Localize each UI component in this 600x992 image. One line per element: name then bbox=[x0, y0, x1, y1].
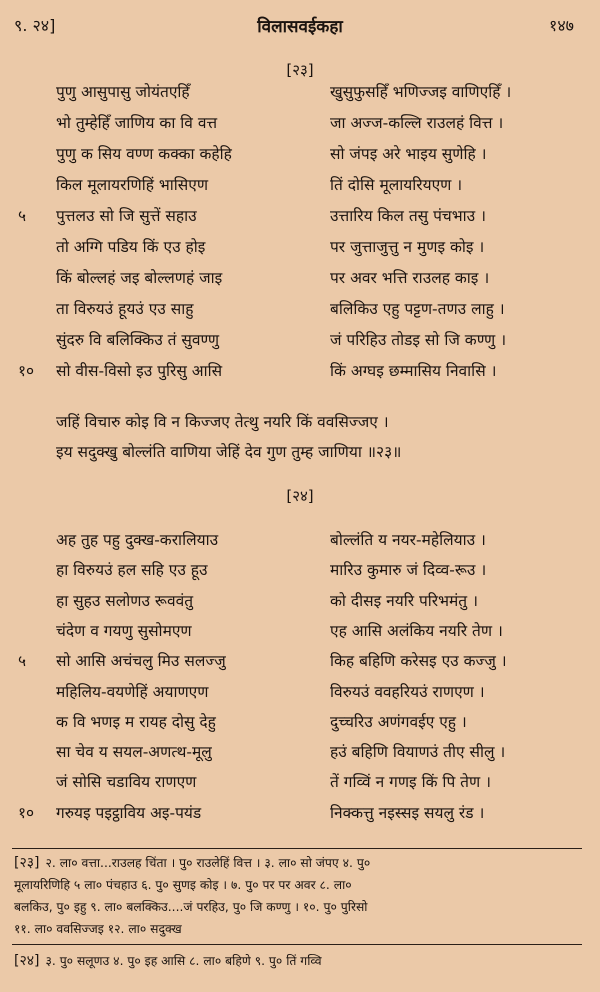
verse-second-half: बलिकिउ एहु पट्टण-तणउ लाहु । bbox=[330, 300, 505, 318]
footnote-line: मूलायरिणिहि ५ ला० पंचहाउ ६. पु० सुणइ कोइ । ७. पु० पर पर अवर ८. ला० bbox=[14, 878, 352, 892]
verse-first-half: पुणु आसुपासु जोयंतएहिँ bbox=[56, 83, 190, 101]
footnotes-24 bbox=[14, 950, 586, 972]
footnote-tag-23: [२३] bbox=[14, 855, 40, 871]
verse-line bbox=[0, 266, 600, 296]
section-number-24: [२४] bbox=[286, 487, 314, 505]
verse-line bbox=[0, 359, 600, 389]
verse-line bbox=[0, 558, 600, 588]
line-number: ५ bbox=[18, 652, 27, 671]
footnote-line: ३. पु० सलूणउ ४. पु० इह आसि ८. ला० बहिणे ९. पु० तिं गव्वि bbox=[45, 954, 322, 968]
verse-second-half: तिं दोसि मूलायरियएण । bbox=[330, 176, 463, 194]
verse-first-half: पुणु क सिय वण्ण कक्का कहेहि bbox=[56, 145, 232, 163]
verse-second-half: तें गव्विं न गणइ किं पि तेण । bbox=[330, 773, 492, 792]
footnote-line: ११. ला० ववसिज्जइ १२. ला० सदुक्ख bbox=[14, 922, 182, 936]
line-number: ५ bbox=[18, 207, 27, 225]
verse-line bbox=[0, 328, 600, 358]
verse-first-half: जं सोसि चडाविय राणएण bbox=[56, 773, 197, 792]
verse-second-half: किं अग्घइ छम्मासिय निवासि । bbox=[330, 362, 497, 380]
verse-second-half: हउं बहिणि वियाणउं तीए सीलु । bbox=[330, 743, 506, 762]
verse-second-half: मारिउ कुमारु जं दिव्व-रूउ । bbox=[330, 561, 487, 580]
verse-line bbox=[0, 801, 600, 831]
verse-line bbox=[0, 740, 600, 770]
verse-second-half: विरुयउं ववहरियउं राणएण । bbox=[330, 682, 485, 701]
line-number: १० bbox=[18, 362, 35, 380]
verse-first-half: सो वीस-विसो इउ पुरिसु आसि bbox=[56, 362, 223, 380]
verse-first-half: हा सुहउ सलोणउ रूववंतु bbox=[56, 591, 194, 610]
verse-second-half: जं परिहिउ तोडइ सो जि कण्णु । bbox=[330, 331, 507, 349]
verse-line bbox=[0, 80, 600, 110]
verse-line bbox=[0, 111, 600, 141]
footnote-line: २. ला० वत्ता...राउलह चिंता । पु० राउलेहिं वित्त । ३. ला० सो जंपए ४. पु० bbox=[45, 856, 371, 870]
verse-line bbox=[0, 770, 600, 800]
verse-first-half: महिलिय-वयणेहिं अयाणएण bbox=[56, 682, 209, 701]
verse-second-half: सो जंपइ अरे भाइय सुणेहि । bbox=[330, 145, 487, 163]
verse-first-half: किं बोल्लहं जइ बोल्लणहं जाइ bbox=[56, 269, 223, 287]
verse-line bbox=[0, 142, 600, 172]
verse-line bbox=[0, 649, 600, 679]
verse-second-half: निक्कत्तु नइस्सइ सयलु रंड । bbox=[330, 803, 485, 822]
running-header bbox=[0, 0, 600, 44]
verse-second-half: जा अज्ज-कल्लि राउलहं वित्त । bbox=[330, 114, 504, 132]
verse-second-half: पर जुत्ताजुत्तु न मुणइ कोइ । bbox=[330, 238, 485, 256]
footnote-line: बलकिउ, पु० इहु ९. ला० बलक्किउ....जं परहिउ, पु० जि कण्णु । १०. पु० पुरिसो bbox=[14, 900, 368, 914]
verse-line bbox=[0, 204, 600, 234]
verse-first-half: पुत्तलउ सो जि सुत्तें सहाउ bbox=[56, 207, 197, 225]
couplet-line-1: जहिं विचारु कोइ वि न किज्जए तेत्थु नयरि किं ववसिज्जए । bbox=[56, 413, 389, 431]
verse-second-half: बोल्लंति य नयर-महेलियाउ । bbox=[330, 531, 486, 549]
line-number: १० bbox=[18, 803, 35, 822]
footnote-rule-2 bbox=[12, 944, 582, 945]
verse-second-half: एह आसि अलंकिय नयरि तेण । bbox=[330, 621, 503, 640]
verse-first-half: सुंदरु वि बलिक्किउ तं सुवण्णु bbox=[56, 331, 220, 349]
verse-second-half: पर अवर भत्ति राउलह काइ । bbox=[330, 269, 490, 287]
verse-second-half: किह बहिणि करेसइ एउ कज्जु । bbox=[330, 652, 507, 671]
verse-line bbox=[0, 173, 600, 203]
verse-second-half: उत्तारिय किल तसु पंचभाउ । bbox=[330, 207, 486, 225]
verse-first-half: अह तुह पहु दुक्ख-करालियाउ bbox=[56, 531, 219, 549]
section-number-23: [२३] bbox=[286, 61, 314, 79]
verse-second-half: दुच्चरिउ अणंगवईए एहु । bbox=[330, 712, 467, 731]
verse-second-half: खुसुफुसहिँ भणिज्जइ वाणिएहिँ । bbox=[330, 83, 512, 101]
footnote-tag-24: [२४] bbox=[14, 953, 40, 969]
verse-first-half: किल मूलायरणिहिं भासिएण bbox=[56, 176, 209, 194]
page-number: १४७ bbox=[549, 16, 574, 35]
verse-first-half: भो तुम्हेहिँ जाणिय का वि वत्त bbox=[56, 114, 218, 132]
verse-line bbox=[0, 528, 600, 558]
verse-first-half: हा विरुयउं हल सहि एउ हूउ bbox=[56, 561, 208, 580]
verse-first-half: गरुयइ पइट्ठाविय अइ-पयंड bbox=[56, 803, 202, 822]
verse-second-half: को दीसइ नयरि परिभमंतु । bbox=[330, 591, 478, 610]
verse-line bbox=[0, 619, 600, 649]
verse-line bbox=[0, 297, 600, 327]
footnotes-23 bbox=[14, 852, 586, 940]
couplet-line-2: इय सदुक्खु बोल्लंति वाणिया जेहिं देव गुण तुम्ह जाणिया ॥२३॥ bbox=[56, 443, 402, 461]
verse-line bbox=[0, 710, 600, 740]
verse-first-half: सो आसि अचंचलु मिउ सलज्जु bbox=[56, 652, 226, 671]
verse-line bbox=[0, 589, 600, 619]
header-verse-ref: ९. २४] bbox=[14, 16, 56, 35]
verse-first-half: सा चेव य सयल-अणत्थ-मूलु bbox=[56, 743, 212, 762]
verse-first-half: चंदेण व गयणु सुसोमएण bbox=[56, 621, 192, 640]
verse-first-half: क वि भणइ म रायह दोसु देहु bbox=[56, 712, 216, 731]
verse-first-half: तो अग्गि पडिय किं एउ होइ bbox=[56, 238, 206, 256]
footnote-rule bbox=[12, 848, 582, 849]
header-title: विलासवईकहा bbox=[257, 17, 343, 37]
verse-line bbox=[0, 680, 600, 710]
verse-line bbox=[0, 235, 600, 265]
verse-first-half: ता विरुयउं हूयउं एउ साहु bbox=[56, 300, 194, 318]
